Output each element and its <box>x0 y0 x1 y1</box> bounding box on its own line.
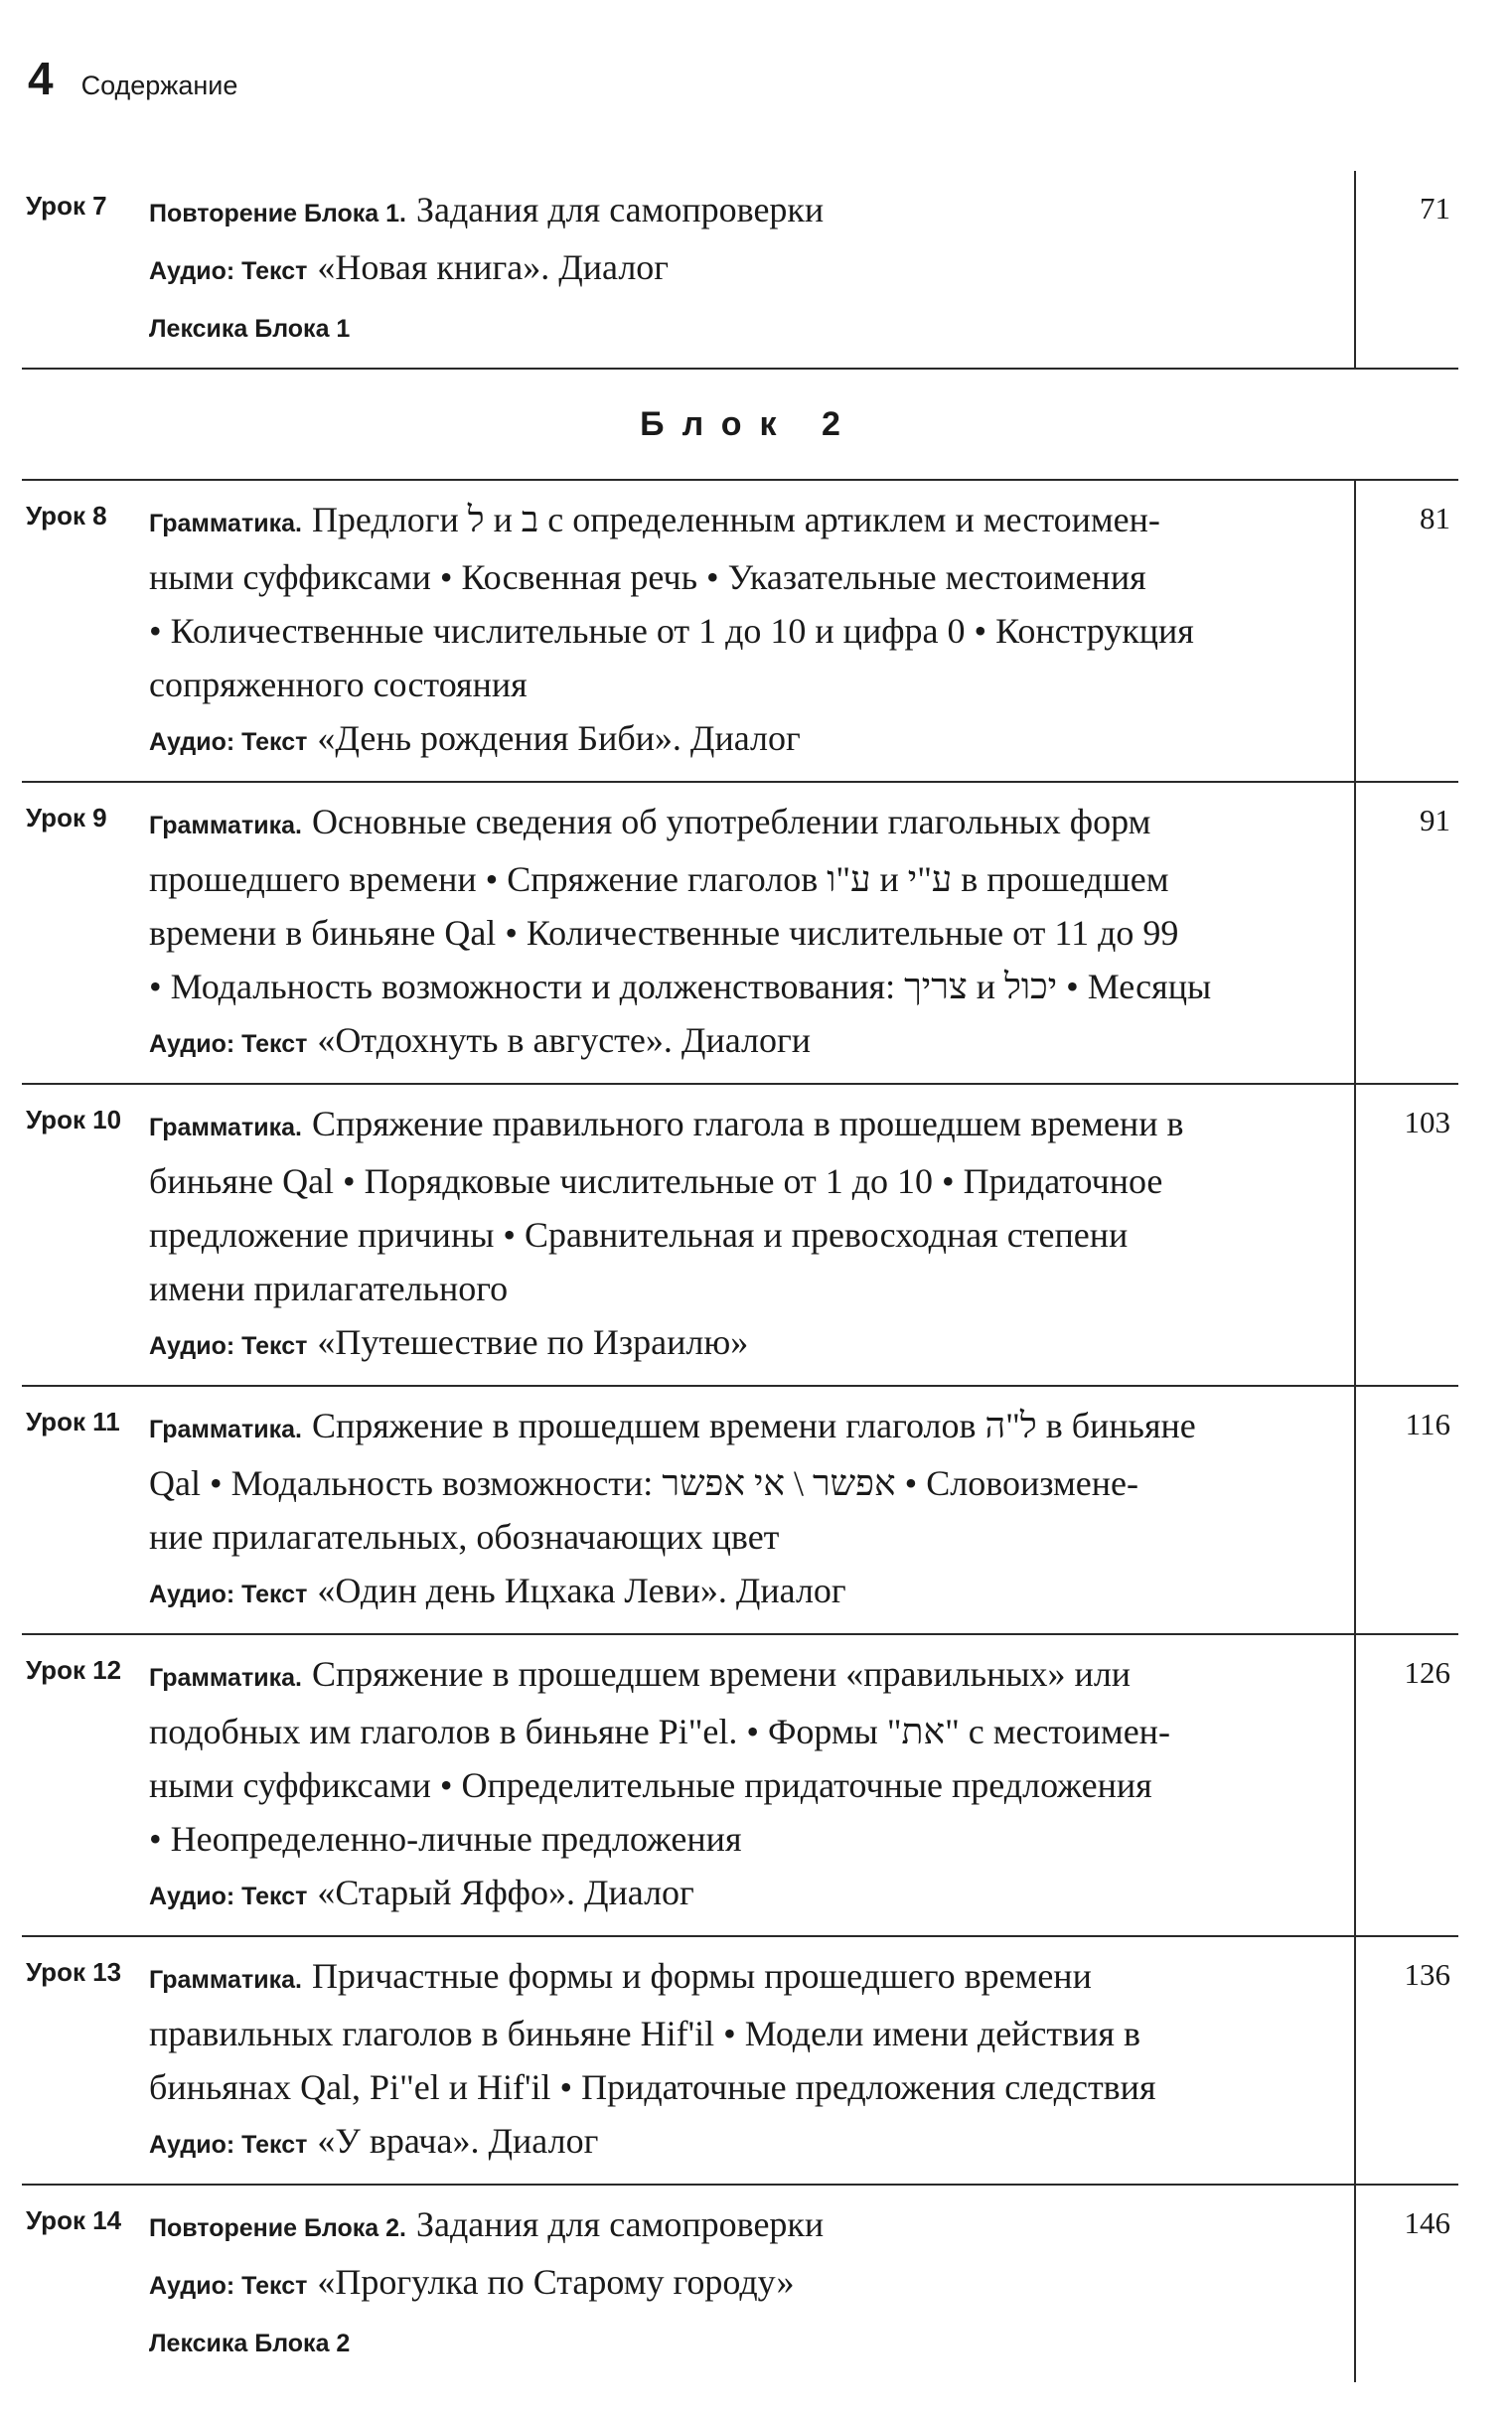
lesson-label: Урок 13 <box>26 1957 122 1987</box>
audio-line <box>149 2255 1322 2313</box>
page-ref: 146 <box>1404 2205 1450 2240</box>
audio-line <box>149 711 1322 769</box>
line-text: прошедшего времени • Спряжение глаголов ע"ו и ע"י в прошедшем <box>149 859 1169 899</box>
lesson-cell <box>22 1635 149 1935</box>
page-number: 4 <box>28 53 54 104</box>
page-ref: 81 <box>1420 501 1450 535</box>
line-text: Спряжение в прошедшем времени «правильных» или <box>311 1654 1132 1694</box>
lesson-cell <box>22 2186 149 2382</box>
description-line <box>149 2197 1322 2255</box>
line-text: Спряжение правильного глагола в прошедшем времени в <box>311 1104 1184 1143</box>
line-text: • Модальность возможности и долженствования: צריך и יכול • Месяцы <box>149 967 1212 1006</box>
section-label: Грамматика. <box>149 812 302 839</box>
lesson-label: Урок 7 <box>26 191 107 221</box>
description-line <box>149 2060 1322 2114</box>
lesson-label: Урок 10 <box>26 1105 122 1134</box>
vocab-line <box>149 2313 1322 2370</box>
audio-label: Аудио: Текст <box>149 1883 308 1910</box>
toc-entry[interactable] <box>22 2186 1458 2382</box>
audio-label: Аудио: Текст <box>149 2131 308 2159</box>
lesson-label: Урок 11 <box>26 1407 120 1436</box>
audio-text: «День рождения Биби». Диалог <box>317 718 801 758</box>
description-line <box>149 960 1322 1013</box>
description-line <box>149 1154 1322 1208</box>
audio-label: Аудио: Текст <box>149 1581 308 1608</box>
description-line <box>149 1399 1322 1456</box>
entry-description <box>149 2186 1356 2382</box>
section-label: Повторение Блока 1. <box>149 200 406 227</box>
lesson-cell <box>22 171 149 368</box>
line-text: биньянах Qal, Pi"el и Hif'il • Придаточные предложения следствия <box>149 2067 1156 2107</box>
block-1-entries <box>22 171 1458 368</box>
audio-label: Аудио: Текст <box>149 728 308 756</box>
toc-entry[interactable] <box>22 1387 1458 1633</box>
audio-text: «У врача». Диалог <box>317 2121 599 2161</box>
line-text: Основные сведения об употреблении глагольных форм <box>311 802 1151 841</box>
audio-line <box>149 240 1322 298</box>
description-line <box>149 1949 1322 2007</box>
section-label: Грамматика. <box>149 1416 302 1443</box>
lesson-label: Урок 12 <box>26 1655 122 1685</box>
line-text: ными суффиксами • Определительные придаточные предложения <box>149 1765 1152 1805</box>
description-line <box>149 493 1322 550</box>
line-text: ными суффиксами • Косвенная речь • Указательные местоимения <box>149 557 1146 597</box>
description-line <box>149 852 1322 906</box>
audio-label: Аудио: Текст <box>149 257 308 285</box>
lesson-cell <box>22 1387 149 1633</box>
line-text: Задания для самопроверки <box>415 190 825 229</box>
line-text: биньяне Qal • Порядковые числительные от 1 до 10 • Придаточное <box>149 1161 1163 1201</box>
audio-text: «Прогулка по Старому городу» <box>317 2262 795 2302</box>
entry-description <box>149 171 1356 368</box>
description-line <box>149 2007 1322 2060</box>
page-ref: 126 <box>1404 1655 1450 1690</box>
line-text: Задания для самопроверки <box>415 2204 825 2244</box>
description-line <box>149 1758 1322 1812</box>
audio-label: Аудио: Текст <box>149 1332 308 1360</box>
entry-description <box>149 1937 1356 2184</box>
page-ref: 71 <box>1420 191 1450 226</box>
description-line <box>149 795 1322 852</box>
audio-line <box>149 1866 1322 1923</box>
entry-description <box>149 783 1356 1083</box>
audio-line <box>149 1315 1322 1373</box>
lesson-label: Урок 9 <box>26 803 107 832</box>
line-text: подобных им глаголов в биньяне Pi"el. • Формы "את" с местоимен- <box>149 1712 1170 1751</box>
lesson-cell <box>22 481 149 781</box>
page-title: Содержание <box>80 71 238 100</box>
line-text: времени в биньяне Qal • Количественные числительные от 11 до 99 <box>149 913 1179 953</box>
section-label: Грамматика. <box>149 1966 302 1994</box>
audio-line <box>149 1564 1322 1621</box>
line-text: Предлоги ל и ב с определенным артиклем и местоимен- <box>311 500 1160 539</box>
description-line <box>149 550 1322 604</box>
line-text: ние прилагательных, обозначающих цвет <box>149 1517 780 1557</box>
description-line <box>149 1456 1322 1510</box>
audio-text: «Новая книга». Диалог <box>317 247 670 287</box>
line-text: Причастные формы и формы прошедшего времени <box>311 1956 1092 1996</box>
vocab-label: Лексика Блока 2 <box>149 2330 351 2357</box>
lesson-label: Урок 14 <box>26 2205 122 2235</box>
description-line <box>149 1262 1322 1315</box>
line-text: • Количественные числительные от 1 до 10 и цифра 0 • Конструкция <box>149 611 1194 651</box>
entry-description <box>149 1635 1356 1935</box>
block-2-heading: Блок 2 <box>640 404 858 443</box>
page-ref: 103 <box>1404 1105 1450 1139</box>
toc-entry[interactable] <box>22 1635 1458 1935</box>
section-label: Грамматика. <box>149 510 302 537</box>
description-line <box>149 1097 1322 1154</box>
line-text: • Неопределенно-личные предложения <box>149 1819 742 1859</box>
audio-line <box>149 1013 1322 1071</box>
table-of-contents <box>22 171 1458 2382</box>
lesson-cell <box>22 1085 149 1385</box>
description-line <box>149 906 1322 960</box>
audio-label: Аудио: Текст <box>149 1030 308 1058</box>
line-text: имени прилагательного <box>149 1269 509 1308</box>
toc-entry[interactable] <box>22 783 1458 1083</box>
description-line <box>149 1510 1322 1564</box>
audio-label: Аудио: Текст <box>149 2272 308 2300</box>
description-line <box>149 658 1322 711</box>
entry-description <box>149 1085 1356 1385</box>
lesson-cell <box>22 1937 149 2184</box>
line-text: предложение причины • Сравнительная и превосходная степени <box>149 1215 1129 1255</box>
entry-description <box>149 481 1356 781</box>
page-ref: 136 <box>1404 1957 1450 1992</box>
page-ref: 91 <box>1420 803 1450 837</box>
audio-text: «Один день Ицхака Леви». Диалог <box>317 1571 846 1610</box>
section-label: Грамматика. <box>149 1664 302 1692</box>
toc-entry[interactable] <box>22 1937 1458 2184</box>
toc-entry[interactable] <box>22 481 1458 781</box>
block-2-entries <box>22 481 1458 2382</box>
lesson-cell <box>22 783 149 1083</box>
line-text: сопряженного состояния <box>149 665 528 704</box>
toc-entry[interactable] <box>22 1085 1458 1385</box>
toc-entry[interactable] <box>22 171 1458 368</box>
line-text: правильных глаголов в биньяне Hif'il • Модели имени действия в <box>149 2014 1140 2053</box>
section-label: Грамматика. <box>149 1114 302 1141</box>
lesson-label: Урок 8 <box>26 501 107 530</box>
line-text: Спряжение в прошедшем времени глаголов ל"ה в биньяне <box>311 1406 1196 1445</box>
description-line <box>149 1705 1322 1758</box>
section-label: Повторение Блока 2. <box>149 2214 406 2242</box>
page-ref: 116 <box>1405 1407 1450 1441</box>
description-line <box>149 604 1322 658</box>
entry-description <box>149 1387 1356 1633</box>
vocab-label: Лексика Блока 1 <box>149 315 351 343</box>
description-line <box>149 183 1322 240</box>
page-header <box>28 52 237 105</box>
description-line <box>149 1812 1322 1866</box>
line-text: Qal • Модальность возможности: אפשר \ אי אפשר • Словоизмене- <box>149 1463 1138 1503</box>
audio-line <box>149 2114 1322 2172</box>
audio-text: «Старый Яффо». Диалог <box>317 1873 694 1912</box>
description-line <box>149 1208 1322 1262</box>
vocab-line <box>149 298 1322 356</box>
audio-text: «Отдохнуть в августе». Диалоги <box>317 1020 812 1060</box>
audio-text: «Путешествие по Израилю» <box>317 1322 749 1362</box>
description-line <box>149 1647 1322 1705</box>
